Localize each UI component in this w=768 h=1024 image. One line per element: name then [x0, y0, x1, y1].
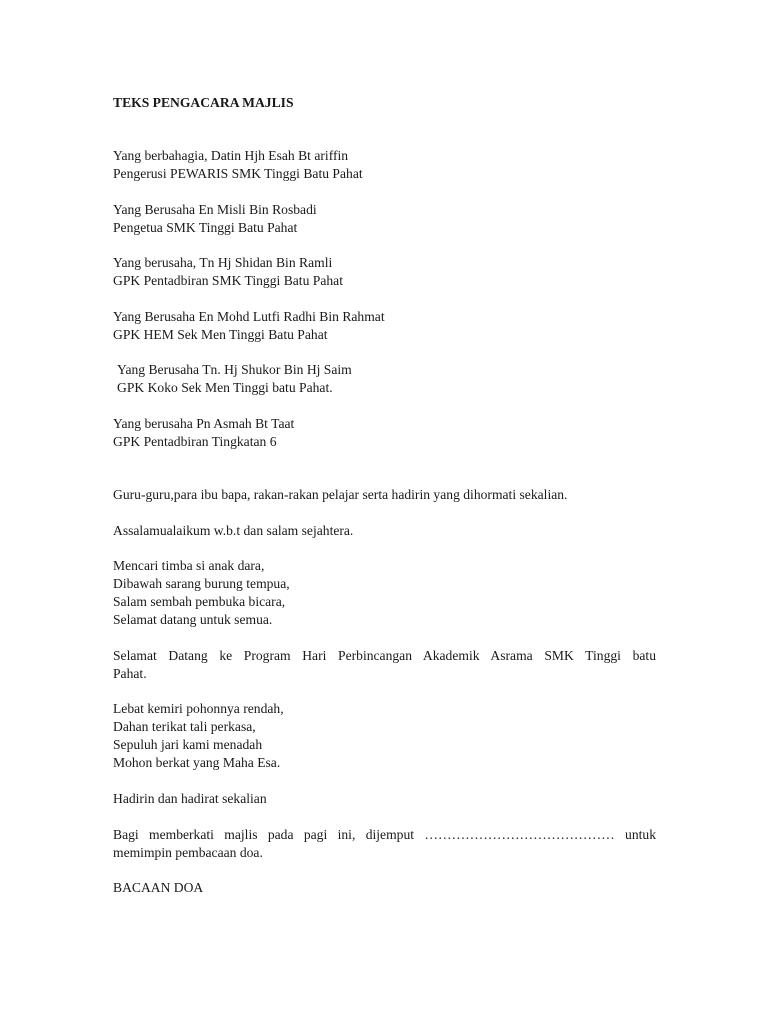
dignitary-position: GPK Koko Sek Men Tinggi batu Pahat. — [117, 380, 333, 395]
dignitary-name: Yang Berusaha En Misli Bin Rosbadi — [113, 202, 317, 217]
dignitary-name: Yang berusaha Pn Asmah Bt Taat — [113, 416, 295, 431]
audience-text: Hadirin dan hadirat sekalian — [113, 791, 267, 806]
salam-paragraph — [113, 522, 353, 540]
pantun-line: Mencari timba si anak dara, — [113, 558, 265, 573]
pantun-prayer — [113, 700, 284, 772]
salam-text: Assalamualaikum w.b.t dan salam sejahtera. — [113, 523, 354, 538]
dignitary-block-3 — [113, 254, 343, 290]
greeting-text: Guru-guru,para ibu bapa, rakan-rakan pelajar serta hadirin yang dihormati sekalian. — [113, 487, 568, 502]
pantun-opening — [113, 557, 290, 629]
welcome-line: Selamat Datang ke Program Hari Perbincangan Akademik Asrama SMK Tinggi batu — [113, 648, 656, 663]
dignitary-block-5 — [113, 361, 352, 397]
closing-heading — [113, 879, 203, 897]
closing-text: BACAAN DOA — [113, 880, 204, 895]
invite-text-end: untuk — [625, 827, 656, 842]
dignitary-name: Yang berbahagia, Datin Hjh Esah Bt ariffin — [113, 148, 349, 163]
dignitary-position: GPK HEM Sek Men Tinggi Batu Pahat — [113, 327, 328, 342]
invite-line: memimpin pembacaan doa. — [113, 845, 263, 860]
greeting-paragraph — [113, 486, 567, 504]
dignitary-position: Pengerusi PEWARIS SMK Tinggi Batu Pahat — [113, 166, 363, 181]
dignitary-position: Pengetua SMK Tinggi Batu Pahat — [113, 220, 298, 235]
pantun-line: Sepuluh jari kami menadah — [113, 737, 263, 752]
dignitary-block-6 — [113, 415, 294, 451]
dignitary-block-2 — [113, 201, 317, 237]
dignitary-name: Yang berusaha, Tn Hj Shidan Bin Ramli — [113, 255, 333, 270]
dignitary-name: Yang Berusaha Tn. Hj Shukor Bin Hj Saim — [117, 362, 352, 377]
welcome-line: Pahat. — [113, 666, 147, 681]
pantun-line: Salam sembah pembuka bicara, — [113, 594, 286, 609]
pantun-line: Dibawah sarang burung tempua, — [113, 576, 290, 591]
dignitary-position: GPK Pentadbiran SMK Tinggi Batu Pahat — [113, 273, 343, 288]
welcome-paragraph — [113, 647, 656, 683]
dignitary-block-4 — [113, 308, 385, 344]
dignitary-position: GPK Pentadbiran Tingkatan 6 — [113, 434, 277, 449]
invite-dots: …………………………………… — [424, 827, 615, 842]
pantun-line: Dahan terikat tali perkasa, — [113, 719, 256, 734]
audience-paragraph — [113, 790, 267, 808]
invite-text: Bagi memberkati majlis pada pagi ini, dijemput — [113, 827, 415, 842]
pantun-line: Mohon berkat yang Maha Esa. — [113, 755, 281, 770]
dignitary-block-1 — [113, 147, 363, 183]
document-title: TEKS PENGACARA MAJLIS — [113, 95, 294, 110]
invite-line — [113, 826, 656, 844]
invite-paragraph — [113, 826, 656, 862]
pantun-line: Lebat kemiri pohonnya rendah, — [113, 701, 284, 716]
pantun-line: Selamat datang untuk semua. — [113, 612, 273, 627]
dignitary-name: Yang Berusaha En Mohd Lutfi Radhi Bin Rahmat — [113, 309, 385, 324]
